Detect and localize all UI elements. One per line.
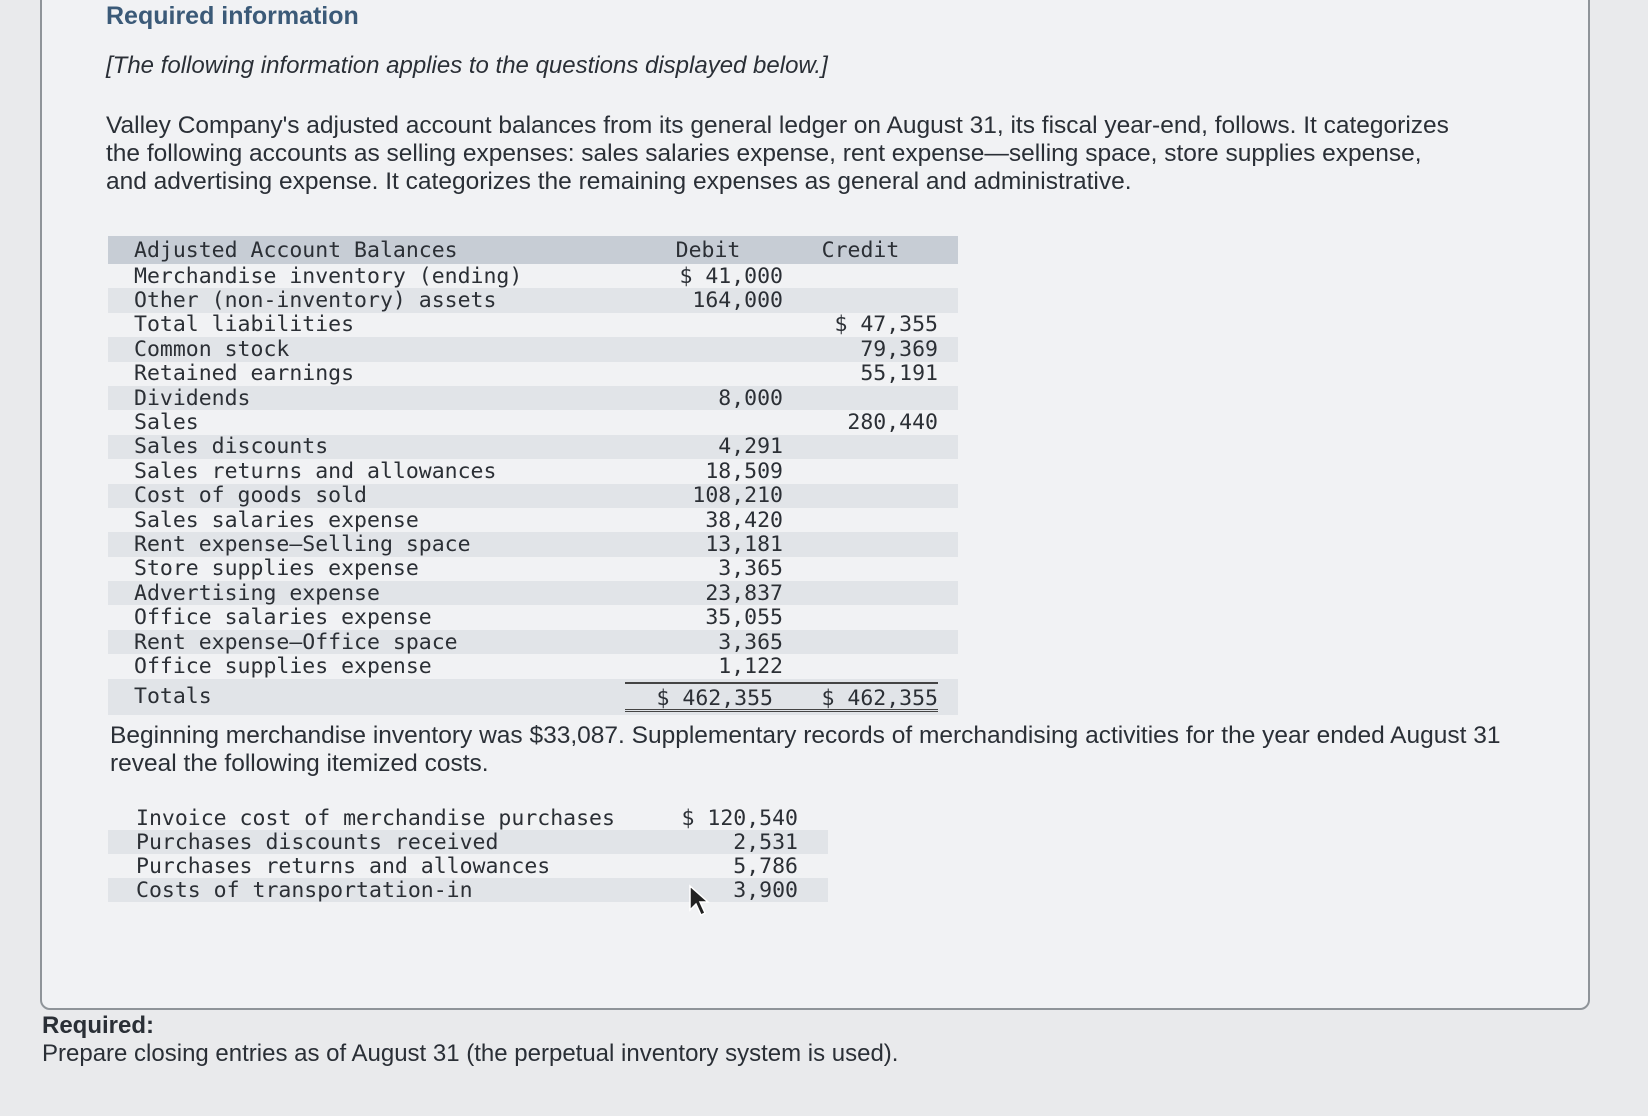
cell-credit: 79,369 [860, 336, 938, 362]
table-row [108, 313, 958, 337]
beginning-inventory-paragraph: Beginning merchandise inventory was $33,087. Supplementary records of merchandising activities for the year ended August 31 reveal the following itemized costs. [110, 722, 1501, 777]
cell-name: Purchases returns and allowances [136, 853, 551, 879]
cell-credit: 280,440 [847, 410, 938, 436]
cell-amount: 3,900 [733, 877, 798, 903]
cell-debit: 1,122 [718, 653, 783, 679]
cell-name: Purchases discounts received [136, 829, 499, 855]
intro-paragraph: Valley Company's adjusted account balances from its general ledger on August 31, its fiscal year-end, follows. It categorizes the following accounts as selling expenses: sales salaries expense, rent expense—selling space, store supplies expense, and advertising expense. It categorizes the remaining expenses as general and administrative. [106, 112, 1449, 195]
applies-note: [The following information applies to the questions displayed below.] [106, 52, 828, 79]
cell-name: Cost of goods sold [134, 483, 367, 509]
cell-name: Sales [134, 410, 199, 436]
totals-credit: $ 462,355 [773, 682, 938, 712]
cell-name: Retained earnings [134, 361, 355, 387]
cell-credit: 55,191 [860, 361, 938, 387]
cell-debit: 3,365 [718, 556, 783, 582]
table-row [108, 630, 958, 654]
required-information-heading: Required information [106, 2, 359, 30]
cell-debit: 23,837 [705, 580, 783, 606]
table-row [108, 435, 958, 459]
cell-name: Advertising expense [134, 580, 380, 606]
cell-name: Office supplies expense [134, 653, 432, 679]
mouse-cursor-icon [688, 884, 714, 918]
cell-debit: 3,365 [718, 629, 783, 655]
cell-name: Invoice cost of merchandise purchases [136, 805, 615, 831]
table-row [108, 581, 958, 605]
cell-name: Rent expense—Office space [134, 629, 458, 655]
totals-label: Totals [134, 684, 212, 710]
table-row [108, 605, 958, 629]
cell-name: Dividends [134, 385, 251, 411]
adjusted-account-balances-table [108, 236, 958, 715]
table-row [108, 288, 958, 312]
cell-name: Costs of transportation-in [136, 877, 473, 903]
cell-name: Common stock [134, 336, 290, 362]
cell-amount: 5,786 [733, 853, 798, 879]
cell-debit: $ 41,000 [679, 263, 783, 289]
totals-debit: $ 462,355 [625, 682, 773, 712]
table-row [108, 362, 958, 386]
cell-credit: $ 47,355 [834, 312, 938, 338]
table-row [108, 830, 828, 854]
cell-name: Office salaries expense [134, 605, 432, 631]
cell-name: Merchandise inventory (ending) [134, 263, 523, 289]
header-credit: Credit [821, 237, 900, 263]
table-row [108, 484, 958, 508]
cell-name: Sales returns and allowances [134, 458, 497, 484]
table-row [108, 459, 958, 483]
table-row [108, 878, 828, 902]
required-label: Required: [42, 1012, 155, 1039]
cell-name: Other (non-inventory) assets [134, 288, 497, 314]
cell-name: Sales discounts [134, 434, 329, 460]
table-row [108, 654, 958, 678]
table-header [108, 236, 958, 264]
cell-debit: 4,291 [718, 434, 783, 460]
cell-name: Total liabilities [134, 312, 355, 338]
cell-debit: 18,509 [705, 458, 783, 484]
cell-name: Store supplies expense [134, 556, 419, 582]
table-row [108, 557, 958, 581]
table-row [108, 386, 958, 410]
header-debit: Debit [675, 237, 741, 263]
cell-debit: 13,181 [705, 532, 783, 557]
cell-debit: 38,420 [705, 507, 783, 533]
cell-name: Rent expense—Selling space [134, 532, 471, 557]
required-text: Prepare closing entries as of August 31 (the perpetual inventory system is used). [42, 1040, 899, 1067]
table-row [108, 337, 958, 361]
cell-amount: $ 120,540 [681, 805, 798, 831]
totals-row [108, 679, 958, 715]
purchases-table [108, 806, 828, 902]
table-row [108, 854, 828, 878]
cell-amount: 2,531 [733, 829, 798, 855]
table-row [108, 410, 958, 434]
cell-debit: 8,000 [718, 385, 783, 411]
table-row [108, 532, 958, 556]
cell-debit: 108,210 [692, 483, 783, 509]
cell-name: Sales salaries expense [134, 507, 419, 533]
table-row [108, 508, 958, 532]
cell-debit: 164,000 [692, 288, 783, 314]
table-row [108, 264, 958, 288]
table-row [108, 806, 828, 830]
header-account: Adjusted Account Balances [134, 237, 458, 263]
cell-debit: 35,055 [705, 605, 783, 631]
